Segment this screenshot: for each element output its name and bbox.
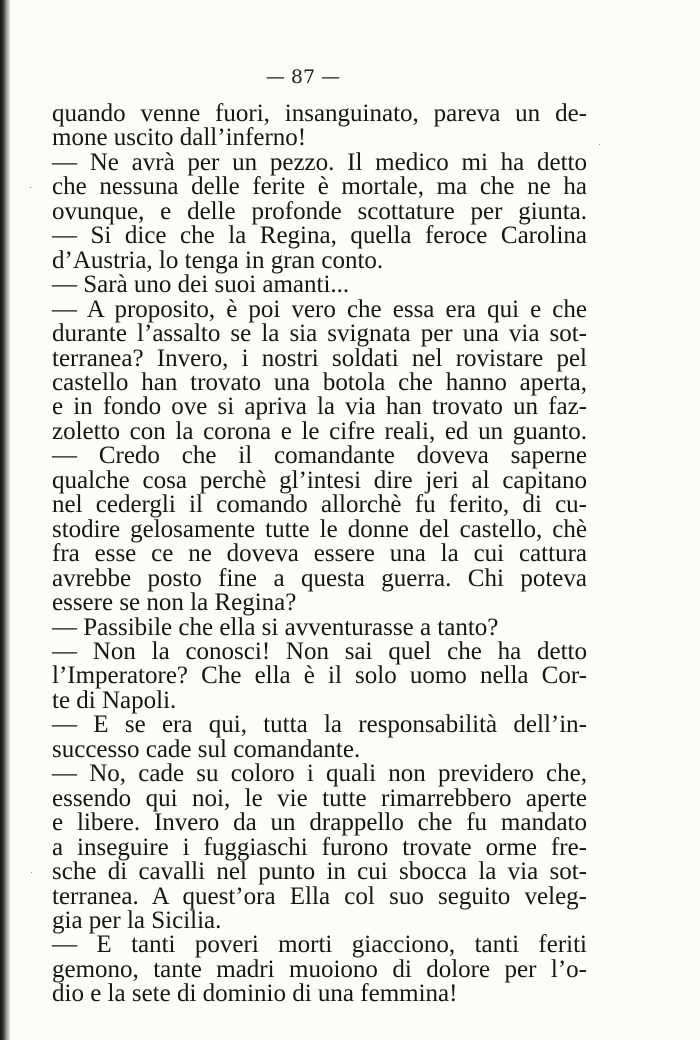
text-line: fra esse ce ne doveva essere una la cui cattura [52, 540, 587, 568]
text-line: — A proposito, è poi vero che essa era qui e che [52, 295, 587, 323]
text-line: — Non la conosci! Non sai quel che ha detto [52, 637, 587, 665]
text-line: terranea. A quest’ora Ella col suo seguito veleg- [52, 882, 587, 910]
text-line: gemono, tante madri muoiono di dolore per l’o- [52, 955, 587, 983]
text-line: stodire gelosamente tutte le donne del castello, chè [52, 515, 587, 543]
page-spine-shadow [0, 0, 10, 1040]
text-line: sche di cavalli nel punto in cui sbocca la via sot- [52, 858, 587, 886]
text-line: e libere. Invero da un drappello che fu mandato [52, 809, 587, 837]
margin-speck: · [30, 868, 34, 879]
text-line: essere se non la Regina? [52, 589, 297, 617]
text-line: durante l’assalto se la sia svignata per una via sot- [52, 320, 587, 348]
text-line: d’Austria, lo tenga in gran conto. [52, 246, 384, 274]
text-line: — No, cade su coloro i quali non previdero che, [52, 760, 587, 788]
text-line: quando venne fuori, insanguinato, pareva un de- [52, 100, 587, 127]
body-text [52, 102, 587, 1007]
text-line: — Credo che il comandante doveva saperne [52, 442, 587, 470]
margin-speck: · [29, 183, 33, 194]
text-line: avrebbe posto fine a questa guerra. Chi poteva [52, 564, 587, 592]
text-line: gia per la Sicilia. [52, 906, 222, 934]
text-line: l’Imperatore? Che ella è il solo uomo nella Cor- [52, 662, 587, 690]
text-line: nel cedergli il comando allorchè fu ferito, di cu- [52, 491, 587, 519]
text-line: — Ne avrà per un pezzo. Il medico mi ha detto [52, 148, 587, 176]
text-line: — E tanti poveri morti giacciono, tanti feriti [52, 931, 587, 959]
text-line: ovunque, e delle profonde scottature per giunta. [52, 197, 587, 225]
text-line: qualche cosa perchè gl’intesi dire jeri al capitano [52, 466, 587, 494]
text-line: — Passibile che ella si avventurasse a tanto? [52, 613, 499, 641]
page-number: — 87 — [265, 66, 341, 88]
text-line: terranea? Invero, i nostri soldati nel rovistare pel [52, 344, 587, 372]
text-line: a inseguire i fuggiaschi furono trovate orme fre- [52, 833, 587, 861]
text-line: — Si dice che la Regina, quella feroce Carolina [52, 222, 587, 250]
text-line: e in fondo ove si apriva la via han trovato un faz- [52, 393, 587, 421]
text-line: che nessuna delle ferite è mortale, ma che ne ha [52, 173, 587, 201]
text-line: successo cade sul comandante. [52, 735, 361, 763]
margin-speck: · [598, 140, 602, 151]
text-line: mone uscito dall’inferno! [52, 124, 307, 152]
text-line: — E se era qui, tutta la responsabilità dell’in- [52, 711, 587, 739]
text-line: — Sarà uno dei suoi amanti... [52, 271, 350, 299]
text-line: dio e la sete di dominio di una femmina! [52, 980, 458, 1008]
text-line: te di Napoli. [52, 686, 177, 714]
text-line: castello han trovato una botola che hanno aperta, [52, 368, 587, 396]
text-line: essendo qui noi, le vie tutte rimarrebbero aperte [52, 784, 587, 812]
text-line: zoletto con la corona e le cifre reali, ed un guanto. [52, 417, 587, 445]
